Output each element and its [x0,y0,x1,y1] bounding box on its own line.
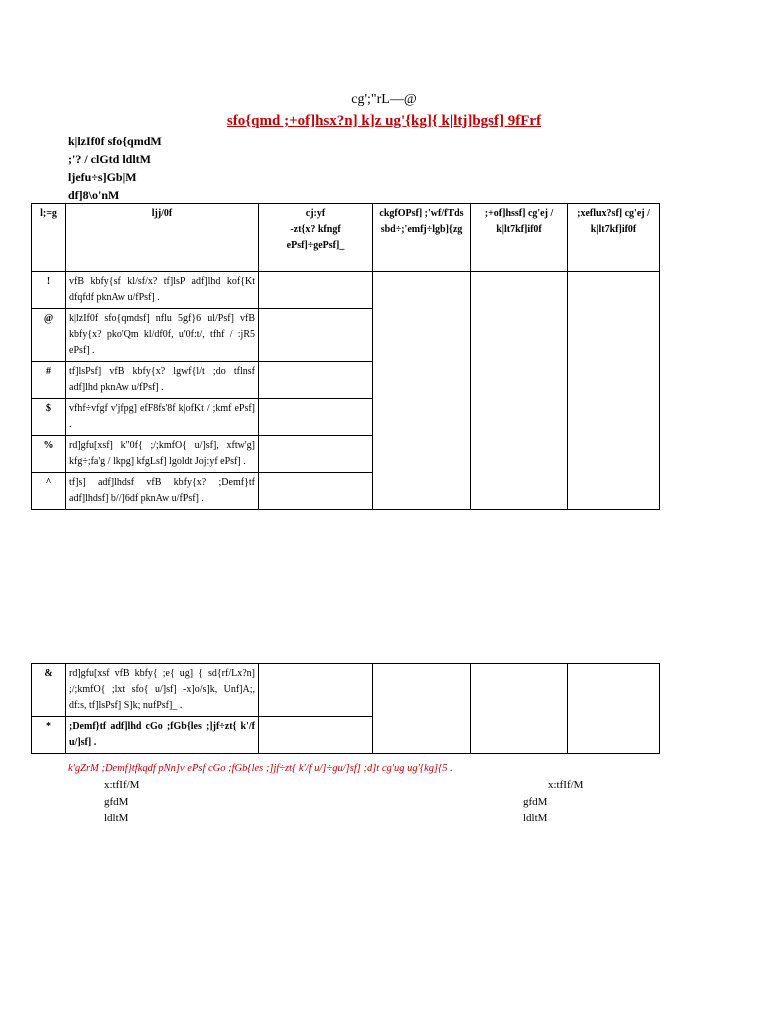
meta-date-range: ;'? / clGtd ldltM [68,152,151,166]
right-name-label: gfdM [523,796,548,808]
row-serial: * [32,717,66,754]
meta-training-program: k|lzIf0f sfo{qmdM [68,134,162,148]
right-signature-label: x:tfIf/M [548,779,584,791]
row-status-cell[interactable] [259,362,373,399]
header-description: ljj/0f [66,204,259,272]
row-description: tf]s] adf]lhdsf vfB kbfy{x? ;Demf}tf adf]lhdsf] b//]6df pknAw u/fPsf] . [66,473,259,510]
coordinator-feedback-cell[interactable] [471,272,568,510]
row-serial: @ [32,309,66,362]
corrective-steps-cell[interactable] [373,664,471,754]
row-status-cell[interactable] [259,399,373,436]
row-description: rd]gfu[xsf vfB kbfy{ ;e{ ug] { sd{rf/Lx?n] ;/;kmfO{ ;lxt sfo{ u/]sf] -x]o/s]k, Unf]A;, df:s, tf]lsPsf] S]k; nufPsf]_ . [66,664,259,717]
corrective-steps-cell[interactable] [373,272,471,510]
row-status-cell[interactable] [259,473,373,510]
row-serial: # [32,362,66,399]
row-status-cell[interactable] [259,436,373,473]
right-date-label: ldltM [523,812,548,824]
header-participant-feedback: ;xeflux?sf] cg'ej / k|lt7kf]if0f [568,204,660,272]
meta-department: ljefu÷s]Gb|M [68,170,137,184]
row-description: ;Demf}tf adf]lhd cGo ;fGb{les ;]jf÷zt{ k'/f u/]sf] . [66,717,259,754]
left-name-label: gfdM [104,796,129,808]
row-serial: % [32,436,66,473]
row-serial: $ [32,399,66,436]
row-description: vfB kbfy{sf kl/sf/x? tf]lsP adf]lhd kof{Kt dfqfdf pknAw u/fPsf] . [66,272,259,309]
page-title: cg';"rL—@ [351,92,417,107]
meta-module: df]8\o'nM [68,188,120,202]
evaluation-table-top [31,203,660,510]
footnote: k'gZrM ;Demf}tfkqdf pNn]v ePsf cGo ;fGb{les ;]jf÷zt{ k'/f u/]÷gu/]sf] ;d]t cg'ug ug'{kg]{5 . [68,763,453,774]
row-serial: ^ [32,473,66,510]
row-description: tf]lsPsf] vfB kbfy{x? lgwf{l/t ;do tflnsf adf]lhd pknAw u/fPsf] . [66,362,259,399]
table-header-row [32,204,660,272]
header-status: cj:yf -zt{x? kfngf ePsf]÷gePsf]_ [259,204,373,272]
left-date-label: ldltM [104,812,129,824]
coordinator-feedback-cell[interactable] [471,664,568,754]
table-row [32,664,660,717]
row-description: vfhf÷vfgf v'jfpg] efF8fs'8f k|ofKt / ;kmf ePsf] . [66,399,259,436]
participant-feedback-cell[interactable] [568,272,660,510]
row-description: k|lzIf0f sfo{qmdsf] nflu 5gf}6 ul/Psf] vfB kbfy{x? pko'Qm kl/df0f, u'0f:t/, tfhf / :jR5 ePsf] . [66,309,259,362]
left-signature-label: x:tfIf/M [104,779,140,791]
row-status-cell[interactable] [259,664,373,717]
table-row [32,272,660,309]
header-serial: l;=g [32,204,66,272]
row-status-cell[interactable] [259,309,373,362]
row-status-cell[interactable] [259,717,373,754]
header-corrective-steps: ckgfOPsf] ;'wf/fTds sbd÷;'emfj÷lgb]{zg [373,204,471,272]
row-serial: & [32,664,66,717]
report-subtitle: sfo{qmd ;+of]hsx?n] k]z ug'{kg]{ k|ltj]bgsf] 9fFrf [226,113,542,129]
row-serial: ! [32,272,66,309]
participant-feedback-cell[interactable] [568,664,660,754]
row-status-cell[interactable] [259,272,373,309]
evaluation-table-bottom [31,663,660,754]
row-description: rd]gfu[xsf] k"0f{ ;/;kmfO{ u/]sf], xftw'g] kfg÷;fa'g / lkpg] kfgLsf] lgoldt Joj:yf ePsf] . [66,436,259,473]
header-coordinator-feedback: ;+of]hssf] cg'ej / k|lt7kf]if0f [471,204,568,272]
